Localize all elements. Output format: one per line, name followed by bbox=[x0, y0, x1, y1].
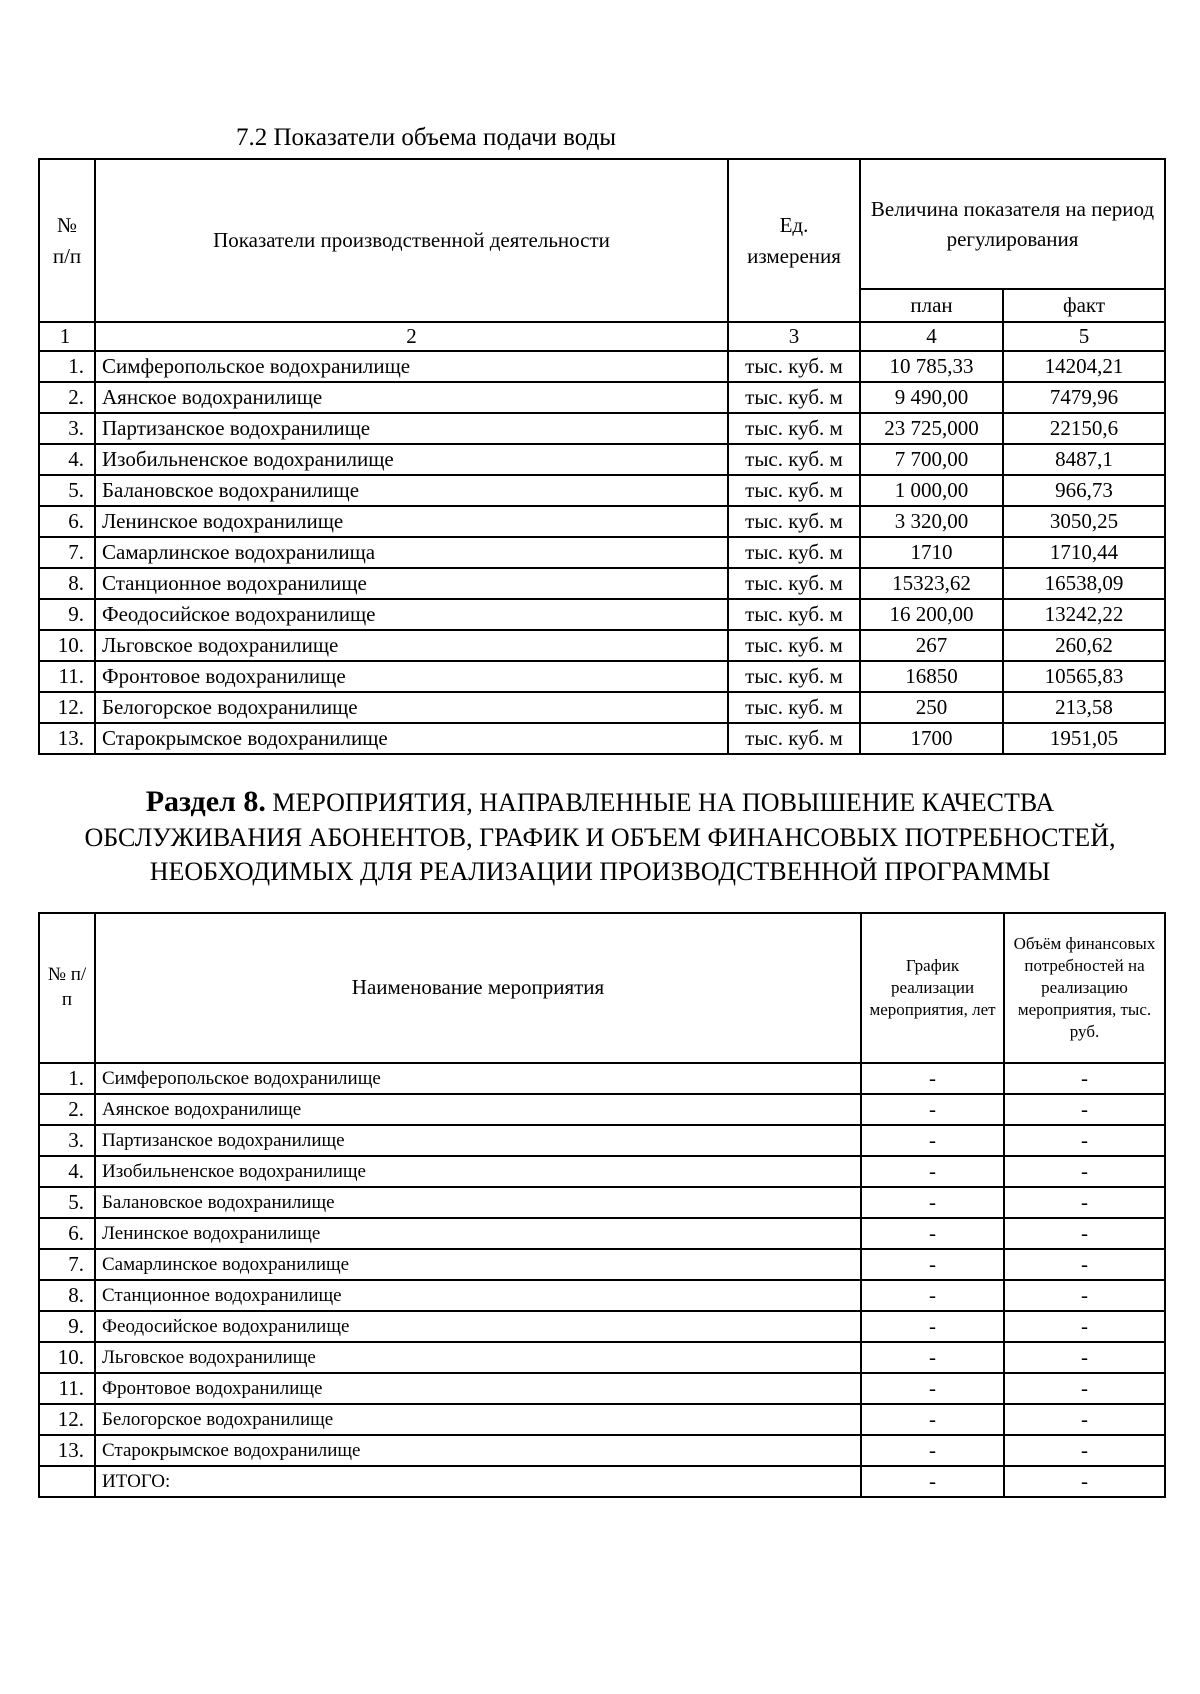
row-fact: 260,62 bbox=[1003, 630, 1165, 661]
row-volume: - bbox=[1004, 1156, 1165, 1187]
table-row bbox=[39, 1404, 1165, 1435]
row-schedule: - bbox=[861, 1342, 1004, 1373]
table-row bbox=[39, 413, 1165, 444]
colnum-3: 3 bbox=[728, 322, 860, 351]
row-fact: 3050,25 bbox=[1003, 506, 1165, 537]
row-plan: 9 490,00 bbox=[860, 382, 1003, 413]
table-row bbox=[39, 1187, 1165, 1218]
row-name: Самарлинское водохранилища bbox=[95, 537, 728, 568]
row-num: 1. bbox=[39, 1063, 95, 1094]
table-row bbox=[39, 568, 1165, 599]
row-num: 10. bbox=[39, 630, 95, 661]
table-row bbox=[39, 444, 1165, 475]
header-fact: факт bbox=[1003, 289, 1165, 322]
row-num: 13. bbox=[39, 1435, 95, 1466]
row-num: 2. bbox=[39, 382, 95, 413]
total-schedule: - bbox=[861, 1466, 1004, 1497]
row-name: Аянское водохранилище bbox=[95, 1094, 861, 1125]
row-name: Феодосийское водохранилище bbox=[95, 1311, 861, 1342]
section-7-2-title: 7.2 Показатели объема подачи воды bbox=[236, 124, 617, 151]
row-num: 11. bbox=[39, 661, 95, 692]
row-name: Симферопольское водохранилище bbox=[95, 1063, 861, 1094]
row-name: Белогорское водохранилище bbox=[95, 1404, 861, 1435]
row-name: Льговское водохранилище bbox=[95, 1342, 861, 1373]
row-num: 2. bbox=[39, 1094, 95, 1125]
row-num: 4. bbox=[39, 444, 95, 475]
row-name: Изобильненское водохранилище bbox=[95, 1156, 861, 1187]
header-name: Показатели производственной деятельности bbox=[95, 159, 728, 322]
table-row bbox=[39, 475, 1165, 506]
row-name: Партизанское водохранилище bbox=[95, 413, 728, 444]
row-schedule: - bbox=[861, 1187, 1004, 1218]
row-unit: тыс. куб. м bbox=[728, 444, 860, 475]
row-fact: 966,73 bbox=[1003, 475, 1165, 506]
row-volume: - bbox=[1004, 1063, 1165, 1094]
row-fact: 1951,05 bbox=[1003, 723, 1165, 754]
header-unit: Ед. измерения bbox=[728, 159, 860, 322]
row-unit: тыс. куб. м bbox=[728, 692, 860, 723]
total-volume: - bbox=[1004, 1466, 1165, 1497]
row-plan: 7 700,00 bbox=[860, 444, 1003, 475]
row-num: 6. bbox=[39, 506, 95, 537]
row-name: Станционное водохранилище bbox=[95, 1280, 861, 1311]
row-plan: 15323,62 bbox=[860, 568, 1003, 599]
row-volume: - bbox=[1004, 1094, 1165, 1125]
row-name: Фронтовое водохранилище bbox=[95, 661, 728, 692]
row-schedule: - bbox=[861, 1373, 1004, 1404]
row-name: Феодосийское водохранилище bbox=[95, 599, 728, 630]
colnum-1: 1 bbox=[39, 322, 95, 351]
row-unit: тыс. куб. м bbox=[728, 382, 860, 413]
row-plan: 23 725,000 bbox=[860, 413, 1003, 444]
colnum-4: 4 bbox=[860, 322, 1003, 351]
row-name: Старокрымское водохранилище bbox=[95, 1435, 861, 1466]
row-unit: тыс. куб. м bbox=[728, 413, 860, 444]
row-num: 11. bbox=[39, 1373, 95, 1404]
row-unit: тыс. куб. м bbox=[728, 351, 860, 382]
header-plan: план bbox=[860, 289, 1003, 322]
row-name: Симферопольское водохранилище bbox=[95, 351, 728, 382]
row-num: 12. bbox=[39, 1404, 95, 1435]
row-name: Балановское водохранилище bbox=[95, 1187, 861, 1218]
row-plan: 3 320,00 bbox=[860, 506, 1003, 537]
table-row bbox=[39, 537, 1165, 568]
row-num: 3. bbox=[39, 1125, 95, 1156]
row-unit: тыс. куб. м bbox=[728, 630, 860, 661]
row-schedule: - bbox=[861, 1280, 1004, 1311]
row-schedule: - bbox=[861, 1404, 1004, 1435]
row-plan: 10 785,33 bbox=[860, 351, 1003, 382]
row-volume: - bbox=[1004, 1280, 1165, 1311]
row-num: 10. bbox=[39, 1342, 95, 1373]
row-volume: - bbox=[1004, 1311, 1165, 1342]
row-num: 6. bbox=[39, 1218, 95, 1249]
row-schedule: - bbox=[861, 1435, 1004, 1466]
row-name: Ленинское водохранилище bbox=[95, 506, 728, 537]
header-num: № п/п bbox=[39, 159, 95, 322]
row-num: 7. bbox=[39, 1249, 95, 1280]
row-schedule: - bbox=[861, 1218, 1004, 1249]
row-unit: тыс. куб. м bbox=[728, 475, 860, 506]
measures-table bbox=[38, 912, 1166, 1498]
table-row bbox=[39, 382, 1165, 413]
row-unit: тыс. куб. м bbox=[728, 537, 860, 568]
table-row bbox=[39, 599, 1165, 630]
table-row bbox=[39, 1280, 1165, 1311]
row-volume: - bbox=[1004, 1435, 1165, 1466]
row-fact: 14204,21 bbox=[1003, 351, 1165, 382]
row-volume: - bbox=[1004, 1218, 1165, 1249]
table-row bbox=[39, 1156, 1165, 1187]
row-name: Льговское водохранилище bbox=[95, 630, 728, 661]
section-8-heading bbox=[0, 782, 1200, 889]
row-unit: тыс. куб. м bbox=[728, 568, 860, 599]
row-unit: тыс. куб. м bbox=[728, 506, 860, 537]
row-name: Ленинское водохранилище bbox=[95, 1218, 861, 1249]
row-num: 5. bbox=[39, 1187, 95, 1218]
row-plan: 267 bbox=[860, 630, 1003, 661]
row-unit: тыс. куб. м bbox=[728, 723, 860, 754]
row-plan: 250 bbox=[860, 692, 1003, 723]
row-num: 8. bbox=[39, 568, 95, 599]
table-row bbox=[39, 1094, 1165, 1125]
section-8-title-line2: ОБСЛУЖИВАНИЯ АБОНЕНТОВ, ГРАФИК И ОБЪЕМ ФИНАНСОВЫХ ПОТРЕБНОСТЕЙ, bbox=[84, 823, 1116, 852]
total-row bbox=[39, 1466, 1165, 1497]
water-supply-table bbox=[38, 158, 1166, 755]
row-plan: 1 000,00 bbox=[860, 475, 1003, 506]
row-schedule: - bbox=[861, 1125, 1004, 1156]
row-schedule: - bbox=[861, 1156, 1004, 1187]
colnum-5: 5 bbox=[1003, 322, 1165, 351]
row-schedule: - bbox=[861, 1063, 1004, 1094]
table-row bbox=[39, 1311, 1165, 1342]
row-fact: 22150,6 bbox=[1003, 413, 1165, 444]
row-num: 7. bbox=[39, 537, 95, 568]
row-fact: 13242,22 bbox=[1003, 599, 1165, 630]
table-row bbox=[39, 1342, 1165, 1373]
row-name: Изобильненское водохранилище bbox=[95, 444, 728, 475]
table-header-row bbox=[39, 913, 1165, 1063]
table-row bbox=[39, 351, 1165, 382]
table-row bbox=[39, 723, 1165, 754]
row-num: 9. bbox=[39, 599, 95, 630]
header-value: Величина показателя на период регулирования bbox=[860, 159, 1165, 289]
table-row bbox=[39, 1435, 1165, 1466]
row-fact: 16538,09 bbox=[1003, 568, 1165, 599]
row-schedule: - bbox=[861, 1094, 1004, 1125]
row-unit: тыс. куб. м bbox=[728, 599, 860, 630]
row-num: 12. bbox=[39, 692, 95, 723]
header-name: Наименование мероприятия bbox=[95, 913, 861, 1063]
section-8-title-line1: МЕРОПРИЯТИЯ, НАПРАВЛЕННЫЕ НА ПОВЫШЕНИЕ КАЧЕСТВА bbox=[272, 788, 1055, 817]
row-volume: - bbox=[1004, 1373, 1165, 1404]
table-row bbox=[39, 1063, 1165, 1094]
colnum-2: 2 bbox=[95, 322, 728, 351]
row-name: Станционное водохранилище bbox=[95, 568, 728, 599]
row-volume: - bbox=[1004, 1404, 1165, 1435]
row-volume: - bbox=[1004, 1187, 1165, 1218]
row-volume: - bbox=[1004, 1125, 1165, 1156]
table-row bbox=[39, 1218, 1165, 1249]
table-header-row bbox=[39, 159, 1165, 289]
row-fact: 8487,1 bbox=[1003, 444, 1165, 475]
row-schedule: - bbox=[861, 1311, 1004, 1342]
row-num: 8. bbox=[39, 1280, 95, 1311]
row-fact: 1710,44 bbox=[1003, 537, 1165, 568]
row-num: 3. bbox=[39, 413, 95, 444]
header-volume: Объём финансовых потребностей на реализацию мероприятия, тыс. руб. bbox=[1004, 913, 1165, 1063]
table-row bbox=[39, 661, 1165, 692]
row-plan: 16850 bbox=[860, 661, 1003, 692]
table-row bbox=[39, 692, 1165, 723]
row-name: Самарлинское водохранилище bbox=[95, 1249, 861, 1280]
table-row bbox=[39, 506, 1165, 537]
row-name: Фронтовое водохранилище bbox=[95, 1373, 861, 1404]
column-numbers-row bbox=[39, 322, 1165, 351]
row-num: 4. bbox=[39, 1156, 95, 1187]
table-row bbox=[39, 630, 1165, 661]
row-unit: тыс. куб. м bbox=[728, 661, 860, 692]
section-8-label: Раздел 8. bbox=[145, 785, 266, 818]
row-fact: 213,58 bbox=[1003, 692, 1165, 723]
row-num: 5. bbox=[39, 475, 95, 506]
header-schedule: График реализации мероприятия, лет bbox=[861, 913, 1004, 1063]
total-num bbox=[39, 1466, 95, 1497]
section-8-title-line3: НЕОБХОДИМЫХ ДЛЯ РЕАЛИЗАЦИИ ПРОИЗВОДСТВЕННОЙ ПРОГРАММЫ bbox=[149, 856, 1051, 886]
total-label: ИТОГО: bbox=[95, 1466, 861, 1497]
row-name: Аянское водохранилище bbox=[95, 382, 728, 413]
table-row bbox=[39, 1249, 1165, 1280]
row-name: Балановское водохранилище bbox=[95, 475, 728, 506]
header-num: № п/ п bbox=[39, 913, 95, 1063]
table-row bbox=[39, 1125, 1165, 1156]
row-schedule: - bbox=[861, 1249, 1004, 1280]
row-plan: 1700 bbox=[860, 723, 1003, 754]
row-plan: 1710 bbox=[860, 537, 1003, 568]
row-fact: 10565,83 bbox=[1003, 661, 1165, 692]
row-name: Старокрымское водохранилище bbox=[95, 723, 728, 754]
table-row bbox=[39, 1373, 1165, 1404]
row-name: Белогорское водохранилище bbox=[95, 692, 728, 723]
row-plan: 16 200,00 bbox=[860, 599, 1003, 630]
row-num: 9. bbox=[39, 1311, 95, 1342]
row-num: 13. bbox=[39, 723, 95, 754]
row-fact: 7479,96 bbox=[1003, 382, 1165, 413]
row-num: 1. bbox=[39, 351, 95, 382]
row-volume: - bbox=[1004, 1342, 1165, 1373]
row-name: Партизанское водохранилище bbox=[95, 1125, 861, 1156]
row-volume: - bbox=[1004, 1249, 1165, 1280]
